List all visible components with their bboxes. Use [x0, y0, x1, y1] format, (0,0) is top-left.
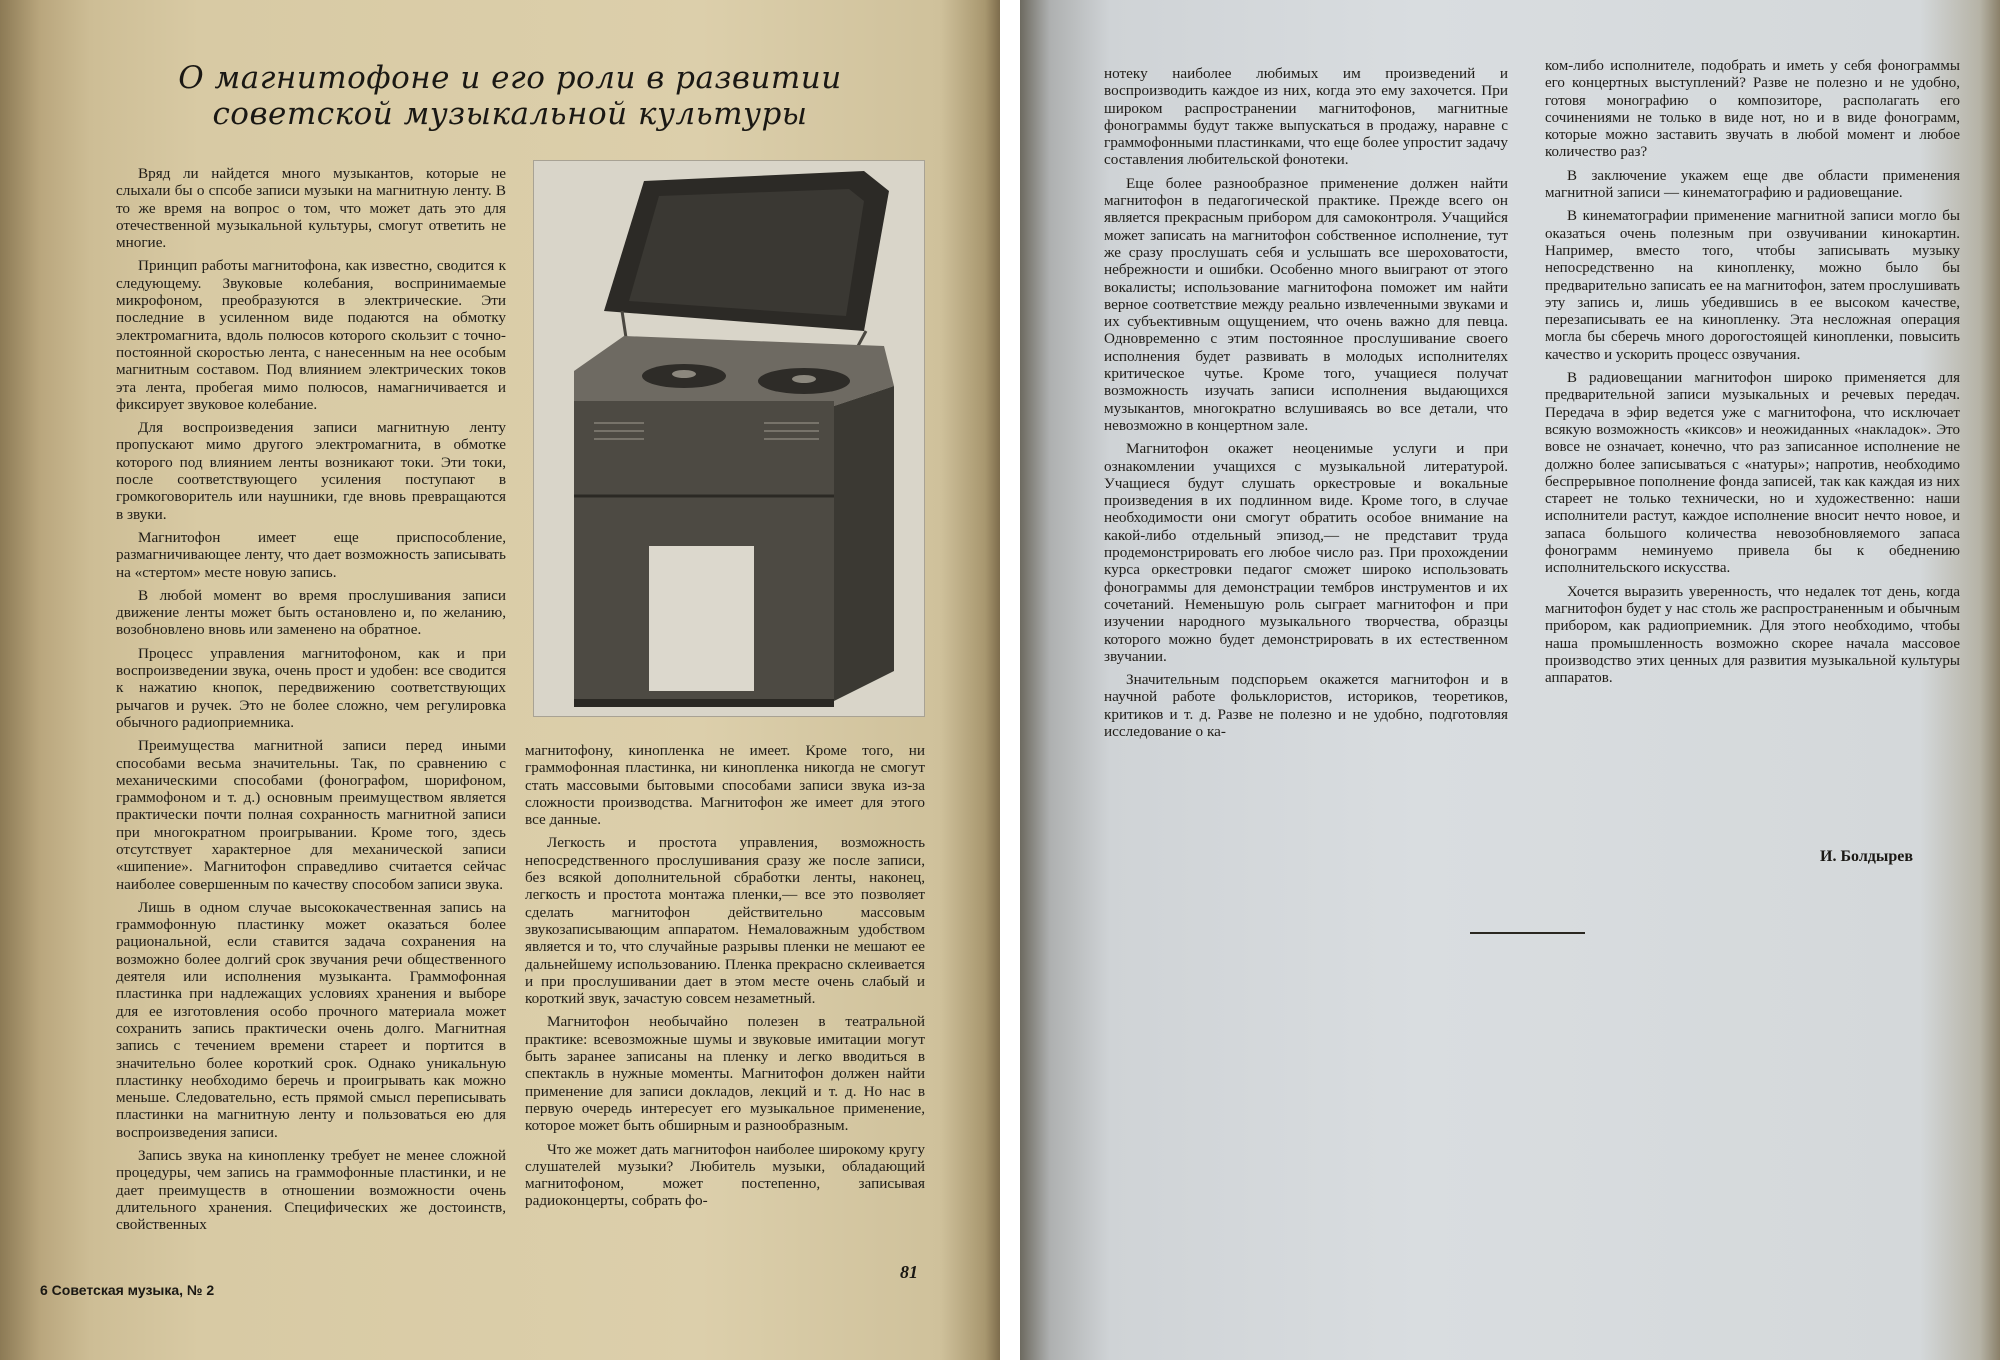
paragraph: В кинематографии применение магнитной записи могло бы оказаться очень полезным при озвучивании кинокартин. Например, вместо того, чтобы записывать музыку непосредственно на кинопленку, можно было бы предварительно записать ее на магнитофон, затем прослушивать эту запись и, лишь убедившись в ее высоком качестве, перезаписывать ее на кинопленку. Эта несложная операция могла бы сберечь много дорогостоящей кинопленки, повысить качество и ускорить процесс озвучания.	[1545, 208, 1960, 363]
paragraph: Значительным подспорьем окажется магнитофон и в научной работе фольклористов, историков, теоретиков, критиков и т. д. Разве не полезно и не удобно, подготовляя исследование о ка-	[1104, 671, 1508, 740]
paragraph: Вряд ли найдется много музыкантов, которые не слыхали бы о спсобе записи музыки на магнитную ленту. В то же время на вопрос о том, что может дать это для отечественной музыкальной культуры, смогут ответить не многие.	[116, 165, 506, 252]
paragraph: Легкость и простота управления, возможность непосредственного прослушивания сразу же после записи, без всякой дополнительной сбработки ленты, наконец, легкость и простота монтажа пленки,— все это позволяет сделать магнитофон действительно массовым звукозаписывающим аппаратом. Немаловажным удобством является и то, что случайные разрывы пленки не мешают ее дальнейшему использованию. Пленка прекрасно склеивается и при прослушивании дает в этом месте очень слабый и короткий звук, зачастую совсем незаметный.	[525, 834, 925, 1008]
left-column-1	[116, 165, 506, 1240]
paragraph: В любой момент во время прослушивания записи движение ленты может быть остановлено и, по желанию, возобновлено вновь или заменено на обратное.	[116, 586, 506, 639]
paragraph: Принцип работы магнитофона, как известно, сводится к следующему. Звуковые колебания, воспринимаемые микрофоном, преобразуются в электрические. Эти последние в усиленном виде подаются на обмотку электромагнита, вдоль полюсов которого скользит с точно-постоянной скоростью лента, с нанесенным на нее особым магнитным составом. Под влиянием электрических токов эта лента, пробегая мимо полюсов, намагничивается и фиксирует звуковое колебание.	[116, 257, 506, 413]
paragraph: Лишь в одном случае высококачественная запись на граммофонную пластинку может оказаться более рациональной, если ставится задача сохранения на возможно более долгий срок звучания речи общественного деятеля или исполнения музыканта. Граммофонная пластинка при надлежащих условиях хранения и выборе для ее изготовления особо прочного материала может сохранить запись практически очень долго. Магнитная запись с течением времени стареет и портится в значительно более короткий срок. Однако уникальную пластинку необходимо беречь и проигрывать как можно меньше. Следовательно, есть прямой смысл переписывать пластинки на магнитную ленту и пользоваться ею для воспроизведения записи.	[116, 898, 506, 1141]
right-column-1	[1104, 65, 1508, 746]
paragraph: нотеку наиболее любимых им произведений и воспроизводить каждое из них, когда это ему захочется. При широком распространении магнитофонов, магнитные фонограммы будут также выпускаться в продажу, наравне с граммофонными пластинками, что еще более упростит задачу составления любительской фонотеки.	[1104, 65, 1508, 169]
end-rule	[1470, 932, 1585, 934]
paragraph: Что же может дать магнитофон наиболее широкому кругу слушателей музыки? Любитель музыки, обладающий магнитофоном, может постепенно, записывая радиоконцерты, собрать фо-	[525, 1140, 925, 1210]
paragraph: ком-либо исполнителе, подобрать и иметь у себя фонограммы его концертных выступлений? Разве не полезно и не удобно, готовя монографию о композиторе, располагать его сочинениями не только в виде нот, но и в виде фонограмм, которые можно заставить звучать в любой момент и любое количество раз?	[1545, 58, 1960, 161]
page-number: 81	[900, 1262, 918, 1282]
paragraph: В радиовещании магнитофон широко применяется для предварительной записи музыкальных и речевых передач. Передача в эфир ведется уже с магнитофона, что исключает всякую возможность «киксов» и неожиданных «накладок». Это вовсе не означает, конечно, что раз записанное исполнение не должно более записываться с «натуры»; напротив, необходимо беспрерывное пополнение фонда записей, так как каждая из них стареет не только технически, но и художественно: наши исполнители растут, каждое исполнение вносит нечто новое, и запаса большого количества невозобновляемого запаса фонограмм неминуемо привела бы к обеднению исполнительского искусства.	[1545, 370, 1960, 577]
page-gap	[1000, 0, 1020, 1360]
paragraph: Процесс управления магнитофоном, как и при воспроизведении звука, очень прост и удобен: все сводится к нажатию кнопок, передвижению соответствующих рычагов и ручек. Это не более сложно, чем регулировка обычного радиоприемника.	[116, 644, 506, 731]
paragraph: Хочется выразить уверенность, что недалек тот день, когда магнитофон будет у нас столь же распространенным и обычным прибором, как радиоприемник. Для этого необходимо, чтобы наша промышленность возможно скорее начала массовое производство этих ценных для развития музыкальной культуры аппаратов.	[1545, 583, 1960, 687]
magnetophone-cabinet-icon	[534, 161, 924, 716]
paragraph: Еще более разнообразное применение должен найти магнитофон в педагогической практике. Прежде всего он является прекрасным прибором для самоконтроля. Учащийся может записать на магнитофон собственное исполнение, тут же сразу прослушать себя и услышать все шероховатости, небрежности и ошибки. Особенно много выиграют от этого вокалисты; использование магнитофона поможет им найти верное соответствие между реально извлеченными звуками и их субъективным ощущением, что очень важно для певца. Одновременно с этим постоянное прослушивание своего исполнения будет развивать в молодых исполнителях критическое чутье. Кроме того, учащиеся получат возможность изучать записи исполнения выдающихся музыкантов, многократно вслушиваясь во все детали, что невозможно в концертном зале.	[1104, 174, 1508, 434]
left-column-2	[525, 742, 925, 1216]
author-signature: И. Болдырев	[1820, 848, 1914, 865]
magnetophone-photo	[533, 160, 925, 717]
paragraph: В заключение укажем еще две области применения магнитной записи — кинематографию и радиовещание.	[1545, 167, 1960, 202]
paragraph: Магнитофон имеет еще приспособление, размагничивающее ленту, что дает возможность записывать на «стертом» месте новую запись.	[116, 528, 506, 581]
article-title: О магнитофоне и его роли в развитии советской музыкальной культуры	[178, 60, 842, 132]
paragraph: Для воспроизведения записи магнитную ленту пропускают мимо другого электромагнита, в обмотке которого под влиянием ленты возникают токи. Эти токи, после соответствующего усиления поступают в громкоговоритель или наушники, где вновь превращаются в звуки.	[116, 419, 506, 523]
paragraph: Магнитофон окажет неоценимые услуги и при ознакомлении учащихся с музыкальной литературой. Учащиеся будут слушать оркестровые и вокальные произведения в их подлинном виде. Кроме того, в случае необходимости они смогут обратить особое внимание на какой-либо отдельный эпизод,— не представит труда продемонстрировать его любое число раз. При прохождении курса оркестровки педагог сможет широко использовать фонограммы для демонстрации тембров инструментов и их сочетаний. Неменьшую роль сыграет магнитофон и при изучении народного музыкального творчества, образцы которого можно будет демонстрировать в их естественном звучании.	[1104, 440, 1508, 665]
right-column-2	[1545, 58, 1960, 693]
paragraph: Магнитофон необычайно полезен в театральной практике: всевозможные шумы и звуковые имитации могут быть заранее записаны на пленку и легко вводиться в спектакль в нужные моменты. Магнитофон должен найти применение для записи докладов, лекций и т. д. Но нас в первую очередь интересует его музыкальное применение, которое может быть обширным и разнообразным.	[525, 1013, 925, 1135]
paragraph: Запись звука на кинопленку требует не менее сложной процедуры, чем запись на граммофонные пластинки, и не дает преимуществ в отношении возможности очень длительного хранения. Специфических же достоинств, свойственных	[116, 1147, 506, 1234]
paragraph: Преимущества магнитной записи перед иными способами весьма значительны. Так, по сравнению с механическими способами (фонографом, шорифоном, граммофоном и т. д.) основным преимуществом является практически почти полная сохранность магнитной записи при многократном проигрывании. Кроме того, здесь отсутствует характерное для механической записи «шипение». Магнитофон справедливо считается сейчас наиболее совершенным по качеству способом записи звука.	[116, 737, 506, 893]
journal-footer: 6 Советская музыка, № 2	[40, 1282, 215, 1298]
paragraph: магнитофону, кинопленка не имеет. Кроме того, ни граммофонная пластинка, ни кинопленка никогда не смогут стать массовыми бытовыми способами записи звука из-за сложности производства. Магнитофон же имеет для этого все данные.	[525, 742, 925, 829]
